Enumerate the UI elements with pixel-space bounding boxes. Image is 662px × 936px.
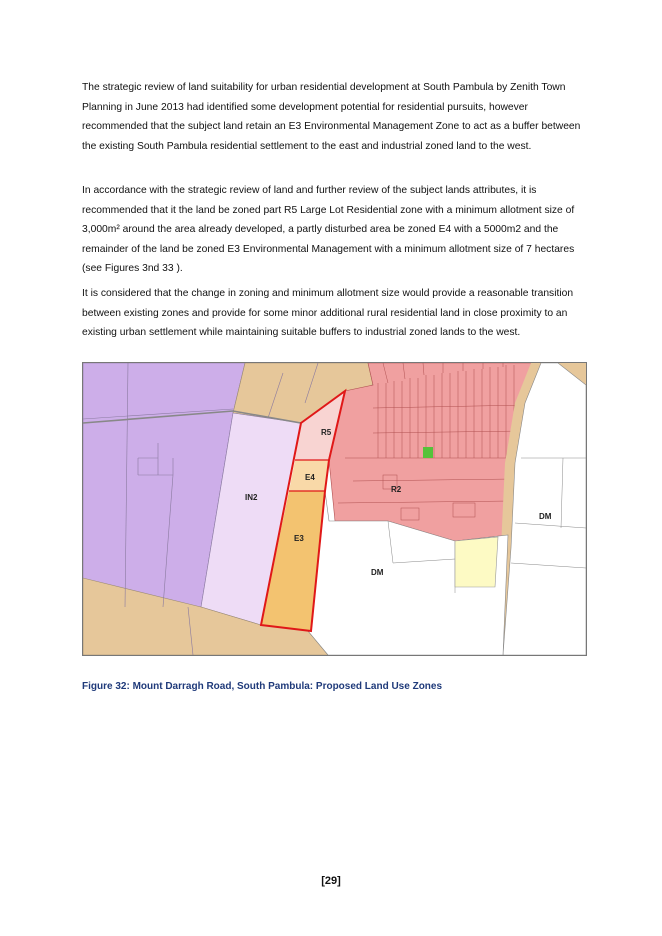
zone-label-in2: IN2 <box>245 493 258 502</box>
figure-caption: Figure 32: Mount Darragh Road, South Pambula: Proposed Land Use Zones <box>82 681 443 692</box>
zone-label-dm-center: DM <box>371 568 384 577</box>
page-number: [29] <box>321 875 341 887</box>
zone-label-e4: E4 <box>305 473 315 482</box>
zone-label-dm-right: DM <box>539 512 552 521</box>
zoning-map <box>82 362 587 656</box>
paragraph-strategic-review: The strategic review of land suitability for urban residential development at South Pambula by Zenith Town Planning in June 2013 had identified some development potential for residential pursuits, however recommended that the subject land retain an E3 Environmental Management Zone to act as a buffer between the existing South Pambula residential settlement to the east and industrial zoned land to the west. <box>82 82 581 152</box>
paragraph-transition: It is considered that the change in zoning and minimum allotment size would provide a reasonable transition between existing zones and provide for some minor additional rural residential land in close proximity to an existing urban settlement while maintaining suitable buffers to industrial zoned lands to the west. <box>82 288 574 339</box>
green-parcel <box>423 447 433 458</box>
paragraph-recommendation: In accordance with the strategic review of land and further review of the subject lands attributes, it is recommended that it the land be zoned part R5 Large Lot Residential zone with a minimum allotment size of 3,000m² around the area already developed, a partly disturbed area be zoned E4 with a 5000m2 and the remainder of the land be zoned E3 Environmental Management with a minimum allotment size of 7 hectares (see Figures 3nd 33 ). <box>82 185 575 275</box>
zone-label-e3: E3 <box>294 534 304 543</box>
zone-label-r5: R5 <box>321 428 332 437</box>
yellow-parcel <box>455 537 498 587</box>
zone-label-r2: R2 <box>391 485 402 494</box>
